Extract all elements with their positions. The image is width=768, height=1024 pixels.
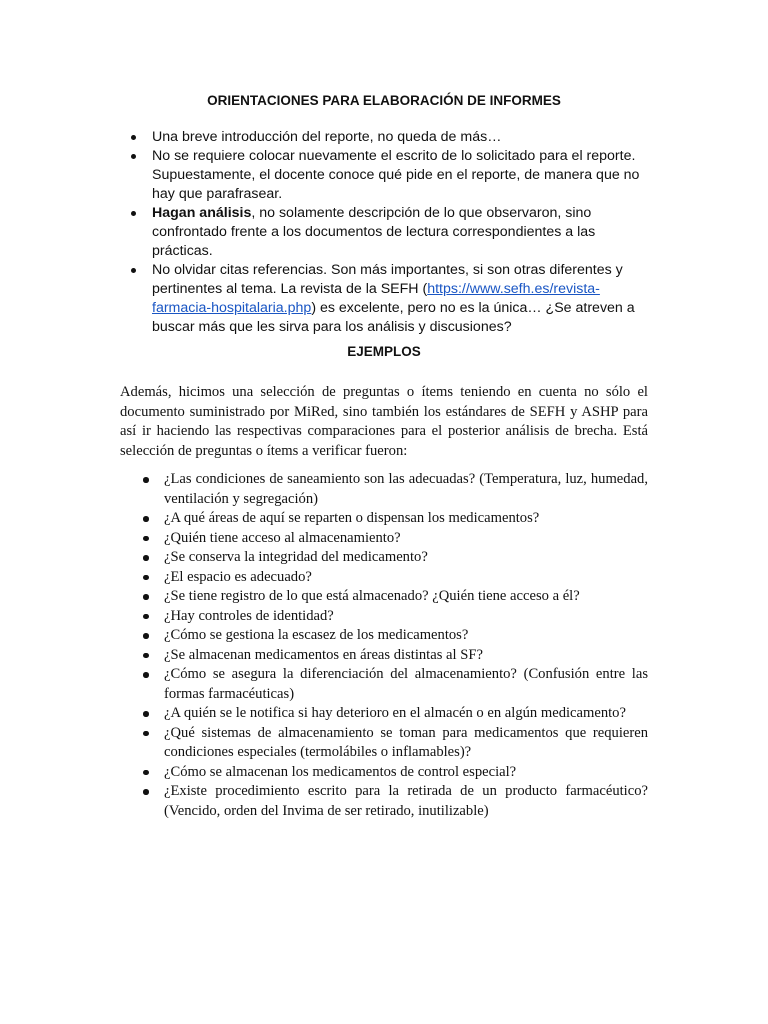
guideline-bold-text: Hagan análisis xyxy=(152,205,252,221)
question-item: ¿Qué sistemas de almacenamiento se toman para medicamentos que requieren condiciones especiales (termolábiles o inflamables)? xyxy=(140,724,648,763)
question-item: ¿Cómo se almacenan los medicamentos de control especial? xyxy=(140,763,648,783)
question-item: ¿A quién se le notifica si hay deterioro en el almacén o en algún medicamento? xyxy=(140,704,648,724)
question-item: ¿Se tiene registro de lo que está almacenado? ¿Quién tiene acceso a él? xyxy=(140,587,648,607)
guideline-text-after: ) es excelente, pero no es la única… ¿Se atreven a buscar más que les sirva para los análisis y discusiones? xyxy=(152,300,635,335)
question-item: ¿Cómo se asegura la diferenciación del almacenamiento? (Confusión entre las formas farmacéuticas) xyxy=(140,665,648,704)
question-item: ¿Cómo se gestiona la escasez de los medicamentos? xyxy=(140,626,648,646)
guideline-item xyxy=(128,128,658,147)
document-title: ORIENTACIONES PARA ELABORACIÓN DE INFORMES xyxy=(207,93,561,108)
question-item: ¿Se conserva la integridad del medicamento? xyxy=(140,548,648,568)
examples-heading: EJEMPLOS xyxy=(347,344,421,359)
guideline-text: No olvidar citas referencias. Son más importantes, si son otras diferentes y pertinentes al tema. La revista de la SEFH ( xyxy=(152,262,623,297)
question-item: ¿A qué áreas de aquí se reparten o dispensan los medicamentos? xyxy=(140,509,648,529)
guideline-text: , no solamente descripción de lo que observaron, sino confrontado frente a los documentos de lectura correspondientes a las prácticas. xyxy=(152,205,596,259)
question-item: ¿Hay controles de identidad? xyxy=(140,607,648,627)
intro-paragraph: Además, hicimos una selección de preguntas o ítems teniendo en cuenta no sólo el documento suministrado por MiRed, sino también los estándares de SEFH y ASHP para así ir haciendo las respectivas comparaciones para el posterior análisis de brecha. Está selección de preguntas o ítems a verificar fueron: xyxy=(120,384,648,459)
sefh-journal-link[interactable]: https://www.sefh.es/revista-farmacia-hospitalaria.php xyxy=(152,281,600,316)
guideline-text: No se requiere colocar nuevamente el escrito de lo solicitado para el reporte. Supuestamente, el docente conoce qué pide en el reporte, de manera que no hay que parafrasear. xyxy=(152,148,640,202)
question-item: ¿Quién tiene acceso al almacenamiento? xyxy=(140,529,648,549)
guidelines-list xyxy=(128,128,658,337)
guideline-text: Una breve introducción del reporte, no queda de más… xyxy=(152,129,502,145)
questions-list xyxy=(140,470,648,821)
guideline-item xyxy=(128,261,658,337)
question-item: ¿El espacio es adecuado? xyxy=(140,568,648,588)
guideline-item xyxy=(128,204,658,261)
question-item: ¿Las condiciones de saneamiento son las adecuadas? (Temperatura, luz, humedad, ventilación y segregación) xyxy=(140,470,648,509)
question-item: ¿Existe procedimiento escrito para la retirada de un producto farmacéutico? (Vencido, orden del Invima de ser retirado, inutilizable) xyxy=(140,782,648,821)
question-item: ¿Se almacenan medicamentos en áreas distintas al SF? xyxy=(140,646,648,666)
guideline-item xyxy=(128,147,658,204)
